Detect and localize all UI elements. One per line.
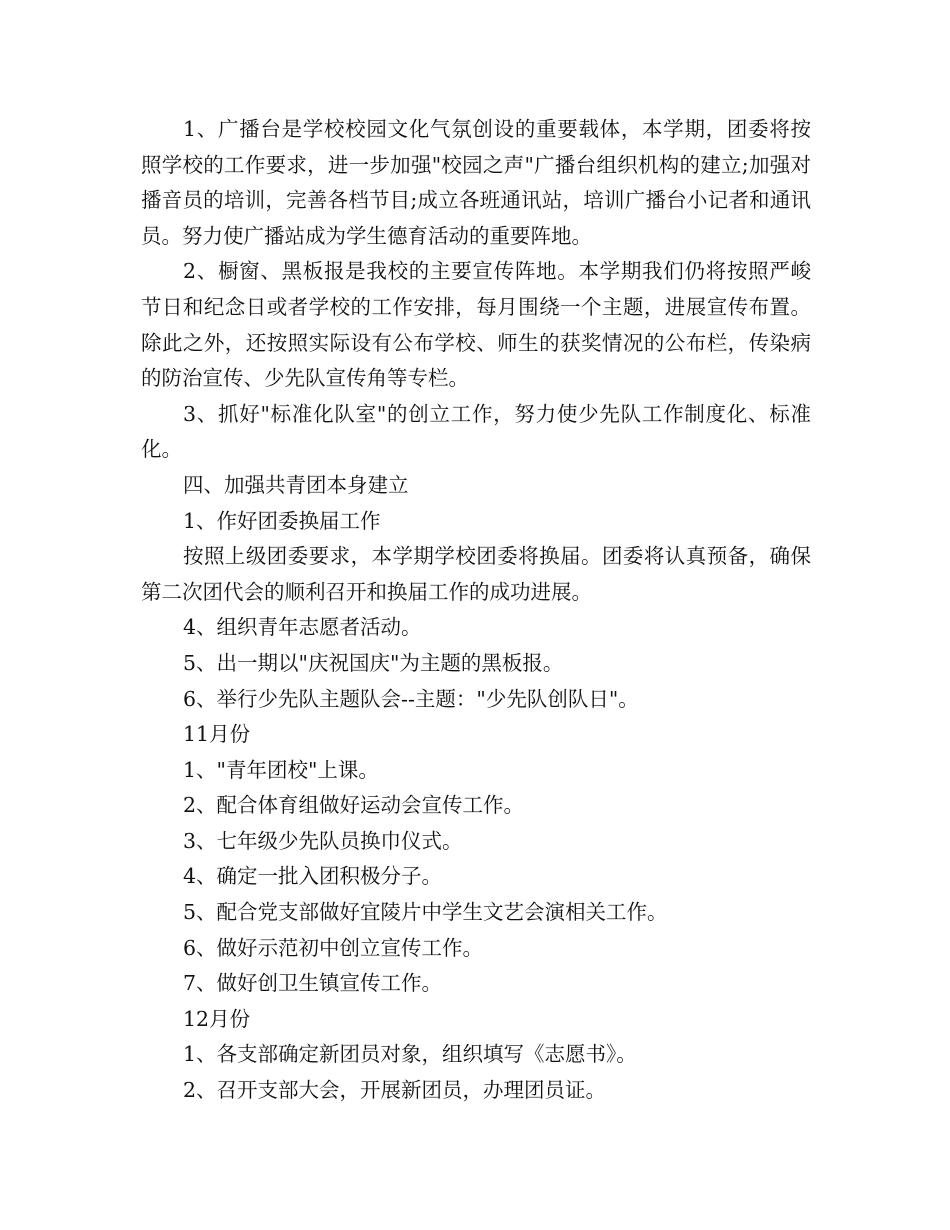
month-heading-december: 12月份 bbox=[183, 1006, 251, 1031]
list-item: 4、组织青年志愿者活动。 bbox=[183, 615, 422, 640]
list-item: 1、各支部确定新团员对象，组织填写《志愿书》。 bbox=[183, 1042, 637, 1067]
list-item: 7、做好创卫生镇宣传工作。 bbox=[183, 971, 443, 996]
list-item: 2、召开支部大会，开展新团员，办理团员证。 bbox=[183, 1078, 607, 1103]
list-item: 2、配合体育组做好运动会宣传工作。 bbox=[183, 793, 525, 818]
subheading-committee-election: 1、作好团委换届工作 bbox=[183, 508, 381, 533]
list-item: 5、出一期以"庆祝国庆"为主题的黑板报。 bbox=[183, 650, 564, 675]
paragraph-standard-team-room: 3、抓好"标准化队室"的创立工作，努力使少先队工作制度化、标准化。 bbox=[141, 401, 811, 462]
section-heading-league-building: 四、加强共青团本身建立 bbox=[183, 472, 409, 497]
paragraph-blackboard-newspaper: 2、橱窗、黑板报是我校的主要宣传阵地。本学期我们仍将按照严峻节日和纪念日或者学校的工作安排，每月围绕一个主题，进展宣传布置。除此之外，还按照实际设有公布学校、师生的获奖情况的公布栏，传染病的防治宣传、少先队宣传角等专栏。 bbox=[141, 259, 811, 391]
list-item: 1、"青年团校"上课。 bbox=[183, 757, 379, 782]
paragraph-committee-election: 按照上级团委要求，本学期学校团委将换届。团委将认真预备，确保第二次团代会的顺利召开和换届工作的成功进展。 bbox=[141, 544, 811, 604]
month-heading-november: 11月份 bbox=[183, 722, 251, 747]
paragraph-broadcast-station: 1、广播台是学校校园文化气氛创设的重要载体，本学期，团委将按照学校的工作要求，进一步加强"校园之声"广播台组织机构的建立;加强对播音员的培训，完善各档节目;成立各班通讯站，培训广播台小记者和通讯员。努力使广播站成为学生德育活动的重要阵地。 bbox=[141, 117, 811, 248]
list-item: 3、七年级少先队员换巾仪式。 bbox=[183, 828, 463, 853]
list-item: 6、做好示范初中创立宣传工作。 bbox=[183, 935, 484, 960]
list-item: 4、确定一批入团积极分子。 bbox=[183, 864, 443, 889]
list-item: 5、配合党支部做好宜陵片中学生文艺会演相关工作。 bbox=[183, 900, 668, 925]
list-item: 6、举行少先队主题队会--主题："少先队创队日"。 bbox=[183, 686, 639, 711]
document-body bbox=[141, 112, 811, 1109]
